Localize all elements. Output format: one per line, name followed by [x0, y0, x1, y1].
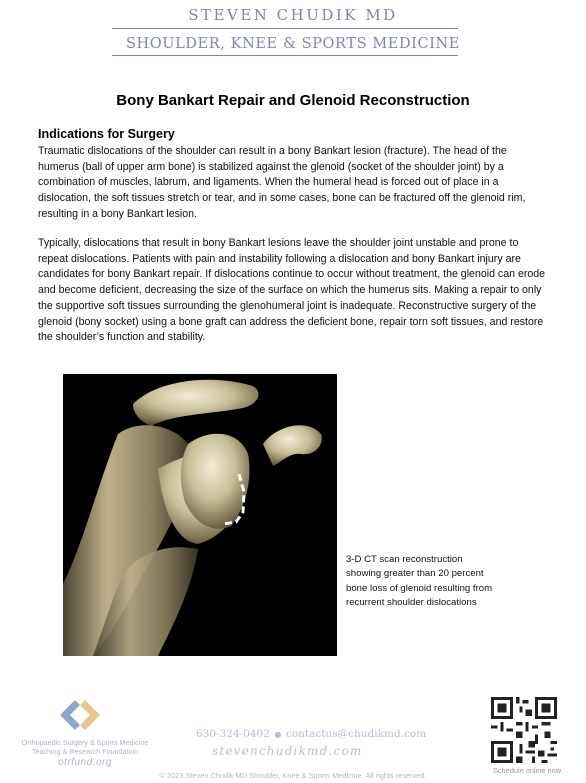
qr-code-icon[interactable] [491, 697, 557, 763]
section-heading: Indications for Surgery [38, 127, 175, 141]
separator-dot-icon: ● [271, 730, 284, 739]
copyright: © 2023 Steven Chudik MD Shoulder, Knee & Sports Medicine. All rights reserved. [159, 771, 427, 780]
paragraph-1: Traumatic dislocations of the shoulder can result in a bony Bankart lesion (fracture). The head of the humerus (ball of upper arm bone) is stabilized against the glenoid (socket of the shoulder joint) by a combination of muscles, labrum, and ligaments. When the humeral head is forced out of place in a dislocation, the soft tissues stretch or tear, and in some cases, bone can be fractured off the glenoid rim, resulting in a bony Bankart lesion. [38, 145, 526, 220]
foundation-name-line2: Teaching & Research Foundation [31, 747, 139, 756]
ct-scan-image [63, 374, 337, 656]
figure-caption: 3-D CT scan reconstruction showing greater than 20 percent bone loss of glenoid resulting from recurrent shoulder dislocations [346, 554, 493, 609]
page-title: Bony Bankart Repair and Glenoid Reconstruction [116, 92, 470, 109]
header-tagline: SHOULDER, KNEE & SPORTS MEDICINE [125, 36, 460, 52]
email-link[interactable]: contactus@chudikmd.com [285, 728, 427, 740]
header-rule-top [112, 28, 458, 29]
foundation-url[interactable]: otrfund.org [58, 757, 112, 768]
header-rule-bottom [112, 55, 458, 56]
header-name: STEVEN CHUDIK MD [188, 6, 398, 24]
foundation-logo-icon [58, 698, 102, 732]
foundation-name-line1: Orthopaedic Surgery & Sports Medicine [21, 738, 149, 747]
phone-number[interactable]: 630-324-0402 [196, 728, 270, 740]
contact-line [196, 728, 426, 740]
qr-caption: Schedule online now [492, 766, 562, 775]
website-link[interactable]: stevenchudikmd.com [212, 744, 363, 758]
foundation-name [8, 738, 162, 756]
ct-scan-illustration [63, 374, 337, 656]
paragraph-2: Typically, dislocations that result in bony Bankart lesions leave the shoulder joint unstable and prone to repeat dislocations. Patients with pain and instability following a dislocation and bony Bankart injury are candidates for bony Bankart repair. If dislocations continue to occur without treatment, the glenoid can erode and become deficient, decreasing the size of the surface on which the humerus sits. Making a repair to only the supportive soft tissues surrounding the glenohumeral joint is inadequate. Reconstructive surgery of the glenoid (bony socket) using a bone graft can address the deficient bone, repair torn soft tissues, and restore the shoulder’s function and stability. [38, 237, 546, 344]
